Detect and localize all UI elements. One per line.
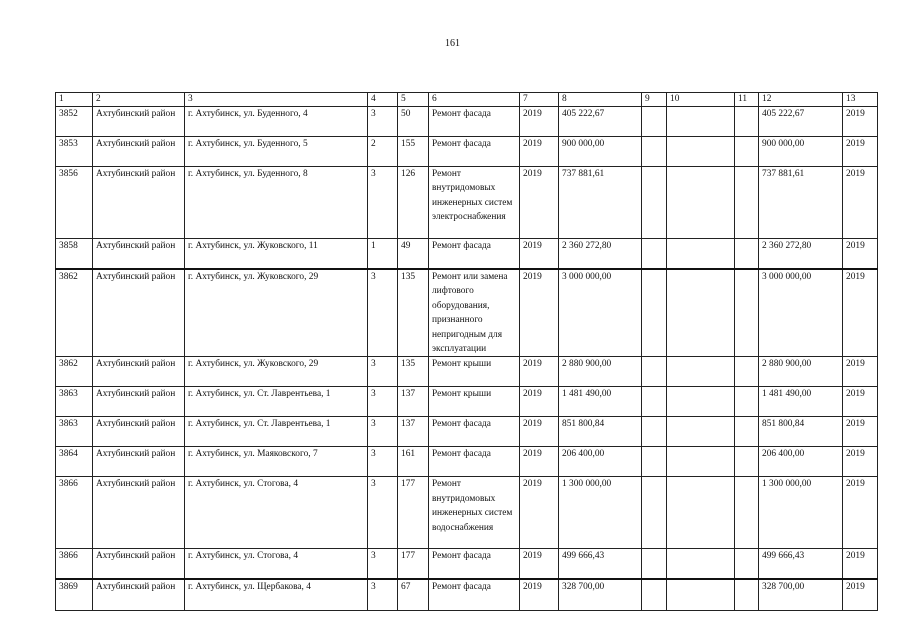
object-id-cell: 3858 xyxy=(56,239,93,270)
column-9-cell xyxy=(642,579,667,611)
table-row xyxy=(56,107,878,137)
district-cell: Ахтубинский район xyxy=(93,137,185,167)
district-cell: Ахтубинский район xyxy=(93,579,185,611)
column-11-cell xyxy=(735,107,759,137)
district-cell: Ахтубинский район xyxy=(93,167,185,239)
column-5-cell: 135 xyxy=(398,357,429,387)
table-row xyxy=(56,447,878,477)
header-cell: 3 xyxy=(185,93,368,107)
column-11-cell xyxy=(735,417,759,447)
cost-cell: 1 481 490,00 xyxy=(559,387,642,417)
column-9-cell xyxy=(642,417,667,447)
work-type-cell: Ремонт внутридомовых инженерных систем водоснабжения xyxy=(429,477,520,549)
column-11-cell xyxy=(735,269,759,357)
address-cell: г. Ахтубинск, ул. Ст. Лаврентьева, 1 xyxy=(185,417,368,447)
column-10-cell xyxy=(667,167,735,239)
column-10-cell xyxy=(667,477,735,549)
work-type-cell: Ремонт фасада xyxy=(429,549,520,580)
table-row xyxy=(56,357,878,387)
address-cell: г. Ахтубинск, ул. Буденного, 4 xyxy=(185,107,368,137)
total-cell: 2 880 900,00 xyxy=(759,357,843,387)
column-10-cell xyxy=(667,549,735,580)
column-10-cell xyxy=(667,269,735,357)
object-id-cell: 3864 xyxy=(56,447,93,477)
column-5-cell: 135 xyxy=(398,269,429,357)
address-cell: г. Ахтубинск, ул. Стогова, 4 xyxy=(185,549,368,580)
header-cell: 8 xyxy=(559,93,642,107)
column-5-cell: 155 xyxy=(398,137,429,167)
object-id-cell: 3856 xyxy=(56,167,93,239)
total-cell: 405 222,67 xyxy=(759,107,843,137)
column-9-cell xyxy=(642,357,667,387)
year-cell: 2019 xyxy=(520,417,559,447)
column-9-cell xyxy=(642,477,667,549)
cost-cell: 737 881,61 xyxy=(559,167,642,239)
column-9-cell xyxy=(642,549,667,580)
total-cell: 900 000,00 xyxy=(759,137,843,167)
address-cell: г. Ахтубинск, ул. Ст. Лаврентьева, 1 xyxy=(185,387,368,417)
header-cell: 4 xyxy=(368,93,398,107)
address-cell: г. Ахтубинск, ул. Буденного, 5 xyxy=(185,137,368,167)
column-9-cell xyxy=(642,447,667,477)
column-5-cell: 50 xyxy=(398,107,429,137)
table-row xyxy=(56,167,878,239)
end-year-cell: 2019 xyxy=(843,357,878,387)
year-cell: 2019 xyxy=(520,477,559,549)
column-9-cell xyxy=(642,239,667,270)
year-cell: 2019 xyxy=(520,137,559,167)
column-4-cell: 3 xyxy=(368,387,398,417)
total-cell: 1 481 490,00 xyxy=(759,387,843,417)
column-5-cell: 161 xyxy=(398,447,429,477)
end-year-cell: 2019 xyxy=(843,417,878,447)
column-11-cell xyxy=(735,447,759,477)
cost-cell: 2 360 272,80 xyxy=(559,239,642,270)
end-year-cell: 2019 xyxy=(843,239,878,270)
total-cell: 3 000 000,00 xyxy=(759,269,843,357)
district-cell: Ахтубинский район xyxy=(93,477,185,549)
total-cell: 2 360 272,80 xyxy=(759,239,843,270)
cost-cell: 405 222,67 xyxy=(559,107,642,137)
cost-cell: 206 400,00 xyxy=(559,447,642,477)
column-11-cell xyxy=(735,239,759,270)
cost-cell: 499 666,43 xyxy=(559,549,642,580)
district-cell: Ахтубинский район xyxy=(93,357,185,387)
object-id-cell: 3866 xyxy=(56,549,93,580)
address-cell: г. Ахтубинск, ул. Жуковского, 29 xyxy=(185,269,368,357)
address-cell: г. Ахтубинск, ул. Жуковского, 29 xyxy=(185,357,368,387)
total-cell: 328 700,00 xyxy=(759,579,843,611)
year-cell: 2019 xyxy=(520,549,559,580)
end-year-cell: 2019 xyxy=(843,387,878,417)
page-number: 161 xyxy=(445,38,460,49)
column-4-cell: 3 xyxy=(368,447,398,477)
year-cell: 2019 xyxy=(520,269,559,357)
year-cell: 2019 xyxy=(520,357,559,387)
column-4-cell: 1 xyxy=(368,239,398,270)
object-id-cell: 3863 xyxy=(56,417,93,447)
header-cell: 2 xyxy=(93,93,185,107)
object-id-cell: 3852 xyxy=(56,107,93,137)
column-4-cell: 3 xyxy=(368,357,398,387)
total-cell: 206 400,00 xyxy=(759,447,843,477)
header-cell: 10 xyxy=(667,93,735,107)
column-11-cell xyxy=(735,167,759,239)
column-10-cell xyxy=(667,387,735,417)
work-type-cell: Ремонт фасада xyxy=(429,107,520,137)
table-row xyxy=(56,269,878,357)
work-type-cell: Ремонт фасада xyxy=(429,447,520,477)
column-5-cell: 177 xyxy=(398,477,429,549)
object-id-cell: 3866 xyxy=(56,477,93,549)
object-id-cell: 3869 xyxy=(56,579,93,611)
year-cell: 2019 xyxy=(520,579,559,611)
column-10-cell xyxy=(667,447,735,477)
column-11-cell xyxy=(735,137,759,167)
column-5-cell: 67 xyxy=(398,579,429,611)
cost-cell: 3 000 000,00 xyxy=(559,269,642,357)
end-year-cell: 2019 xyxy=(843,107,878,137)
column-11-cell xyxy=(735,477,759,549)
column-9-cell xyxy=(642,387,667,417)
repair-program-table xyxy=(55,92,878,611)
column-5-cell: 126 xyxy=(398,167,429,239)
cost-cell: 1 300 000,00 xyxy=(559,477,642,549)
table-row xyxy=(56,387,878,417)
end-year-cell: 2019 xyxy=(843,447,878,477)
address-cell: г. Ахтубинск, ул. Маяковского, 7 xyxy=(185,447,368,477)
column-11-cell xyxy=(735,357,759,387)
table-body xyxy=(56,93,878,611)
work-type-cell: Ремонт внутридомовых инженерных систем электроснабжения xyxy=(429,167,520,239)
column-4-cell: 3 xyxy=(368,579,398,611)
column-5-cell: 49 xyxy=(398,239,429,270)
object-id-cell: 3862 xyxy=(56,357,93,387)
total-cell: 851 800,84 xyxy=(759,417,843,447)
address-cell: г. Ахтубинск, ул. Стогова, 4 xyxy=(185,477,368,549)
district-cell: Ахтубинский район xyxy=(93,549,185,580)
work-type-cell: Ремонт фасада xyxy=(429,137,520,167)
year-cell: 2019 xyxy=(520,107,559,137)
address-cell: г. Ахтубинск, ул. Жуковского, 11 xyxy=(185,239,368,270)
work-type-cell: Ремонт или замена лифтового оборудования, признанного непригодным для эксплуатации xyxy=(429,269,520,357)
table-row xyxy=(56,239,878,270)
header-cell: 13 xyxy=(843,93,878,107)
end-year-cell: 2019 xyxy=(843,269,878,357)
table-row xyxy=(56,549,878,580)
address-cell: г. Ахтубинск, ул. Буденного, 8 xyxy=(185,167,368,239)
column-4-cell: 3 xyxy=(368,477,398,549)
header-cell: 5 xyxy=(398,93,429,107)
work-type-cell: Ремонт фасада xyxy=(429,579,520,611)
address-cell: г. Ахтубинск, ул. Щербакова, 4 xyxy=(185,579,368,611)
district-cell: Ахтубинский район xyxy=(93,107,185,137)
column-number-header-row xyxy=(56,93,878,107)
district-cell: Ахтубинский район xyxy=(93,239,185,270)
column-10-cell xyxy=(667,357,735,387)
cost-cell: 851 800,84 xyxy=(559,417,642,447)
header-cell: 7 xyxy=(520,93,559,107)
total-cell: 737 881,61 xyxy=(759,167,843,239)
column-10-cell xyxy=(667,107,735,137)
column-11-cell xyxy=(735,549,759,580)
column-10-cell xyxy=(667,579,735,611)
cost-cell: 2 880 900,00 xyxy=(559,357,642,387)
header-cell: 12 xyxy=(759,93,843,107)
column-9-cell xyxy=(642,167,667,239)
work-type-cell: Ремонт крыши xyxy=(429,357,520,387)
table-row xyxy=(56,137,878,167)
column-4-cell: 3 xyxy=(368,549,398,580)
end-year-cell: 2019 xyxy=(843,549,878,580)
year-cell: 2019 xyxy=(520,167,559,239)
year-cell: 2019 xyxy=(520,239,559,270)
column-4-cell: 2 xyxy=(368,137,398,167)
work-type-cell: Ремонт фасада xyxy=(429,239,520,270)
header-cell: 6 xyxy=(429,93,520,107)
column-5-cell: 137 xyxy=(398,417,429,447)
column-4-cell: 3 xyxy=(368,417,398,447)
object-id-cell: 3853 xyxy=(56,137,93,167)
district-cell: Ахтубинский район xyxy=(93,447,185,477)
column-9-cell xyxy=(642,107,667,137)
work-type-cell: Ремонт крыши xyxy=(429,387,520,417)
column-10-cell xyxy=(667,239,735,270)
table-row xyxy=(56,579,878,611)
header-cell: 11 xyxy=(735,93,759,107)
column-11-cell xyxy=(735,387,759,417)
end-year-cell: 2019 xyxy=(843,167,878,239)
work-type-cell: Ремонт фасада xyxy=(429,417,520,447)
end-year-cell: 2019 xyxy=(843,579,878,611)
column-5-cell: 177 xyxy=(398,549,429,580)
column-11-cell xyxy=(735,579,759,611)
year-cell: 2019 xyxy=(520,387,559,417)
object-id-cell: 3862 xyxy=(56,269,93,357)
district-cell: Ахтубинский район xyxy=(93,269,185,357)
total-cell: 1 300 000,00 xyxy=(759,477,843,549)
column-9-cell xyxy=(642,269,667,357)
header-cell: 9 xyxy=(642,93,667,107)
object-id-cell: 3863 xyxy=(56,387,93,417)
table-row xyxy=(56,477,878,549)
cost-cell: 328 700,00 xyxy=(559,579,642,611)
end-year-cell: 2019 xyxy=(843,477,878,549)
column-4-cell: 3 xyxy=(368,269,398,357)
column-5-cell: 137 xyxy=(398,387,429,417)
district-cell: Ахтубинский район xyxy=(93,417,185,447)
column-4-cell: 3 xyxy=(368,167,398,239)
total-cell: 499 666,43 xyxy=(759,549,843,580)
column-9-cell xyxy=(642,137,667,167)
header-cell: 1 xyxy=(56,93,93,107)
year-cell: 2019 xyxy=(520,447,559,477)
column-4-cell: 3 xyxy=(368,107,398,137)
table-row xyxy=(56,417,878,447)
district-cell: Ахтубинский район xyxy=(93,387,185,417)
column-10-cell xyxy=(667,417,735,447)
end-year-cell: 2019 xyxy=(843,137,878,167)
cost-cell: 900 000,00 xyxy=(559,137,642,167)
column-10-cell xyxy=(667,137,735,167)
